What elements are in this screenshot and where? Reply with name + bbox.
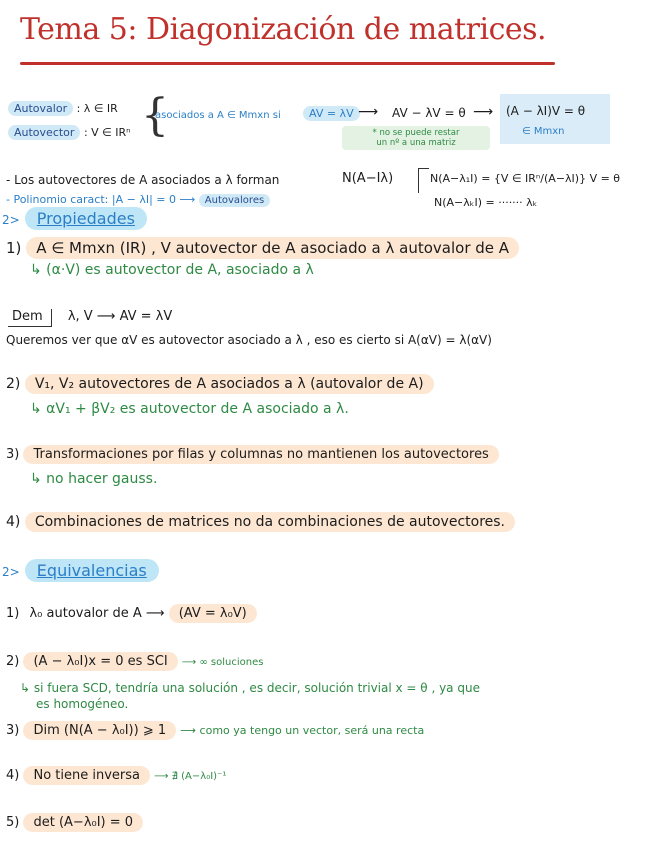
prop-3 [6, 447, 499, 462]
prop-3-sub: ↳ no hacer gauss. [30, 471, 158, 487]
prop-1-num: 1) [6, 239, 22, 257]
prop-2-text: V₁, V₂ autovectores de A asociados a λ (autovalor de A) [25, 374, 434, 394]
equivalencias-title: Equivalencias [25, 559, 159, 582]
polinomio-arrow: ⟶ [179, 193, 196, 206]
autovectores-line: - Los autovectores de A asociados a λ forman [6, 173, 280, 187]
eq-box [500, 94, 610, 144]
prop-2-num: 2) [6, 376, 21, 392]
equiv-5 [6, 815, 143, 830]
equiv-2-text: (A − λ₀I)x = 0 es SCI [23, 652, 177, 671]
nullspace-k: N(A−λₖI) = ······· λₖ [434, 196, 538, 209]
prop-4 [6, 514, 515, 530]
polinomio-label: - Polinomio caract: [6, 193, 109, 206]
equiv-5-text: det (A−λ₀I) = 0 [23, 813, 143, 832]
prop-3-num: 3) [6, 447, 20, 462]
propiedades-heading [2, 209, 147, 228]
dem-row [8, 309, 172, 324]
equiv-1-num: 1) [6, 606, 20, 621]
nota-line-1: * no se puede restar [372, 128, 460, 138]
equiv-1 [6, 606, 257, 621]
autovalor-label: Autovalor [8, 101, 73, 116]
equivalencias-prefix: 2> [2, 565, 20, 579]
equiv-2-num: 2) [6, 654, 20, 669]
eq-av: AV = λV [303, 106, 360, 121]
nota-box [342, 126, 490, 150]
equiv-3-num: 3) [6, 723, 20, 738]
prop-1-sub: ↳ (α·V) es autovector de A, asociado a λ [30, 262, 314, 278]
autovector-label: Autovector [8, 125, 80, 140]
polinomio-result: Autovalores [199, 194, 270, 207]
equiv-3 [6, 723, 424, 738]
page-title: Tema 5: Diagonización de matrices. [20, 12, 547, 47]
eq-sub: AV − λV = θ [392, 106, 466, 120]
propiedades-prefix: 2> [2, 213, 20, 227]
equiv-4-text: No tiene inversa [23, 766, 150, 785]
prop-3-text: Transformaciones por filas y columnas no mantienen los autovectores [23, 445, 498, 464]
eq-box-text: (A − λI)V = θ [506, 104, 586, 118]
polinomio-eq: |A − λI| = 0 [111, 193, 176, 206]
curly-brace: { [141, 90, 169, 141]
equiv-2-sub-1: ↳ si fuera SCD, tendría una solución , es decir, solución trivial x = θ , ya que [20, 681, 480, 695]
prop-4-num: 4) [6, 514, 21, 530]
prop-2-sub: ↳ αV₁ + βV₂ es autovector de A asociado a λ. [30, 401, 349, 417]
equiv-3-text: Dim (N(A − λ₀I)) ⩾ 1 [23, 721, 176, 740]
equiv-2 [6, 654, 263, 669]
equiv-4-note: ⟶ ∄ (A−λ₀I)⁻¹ [154, 771, 227, 782]
equiv-4 [6, 768, 226, 783]
asociados-text: asociados a A ∈ Mmxn si [155, 110, 281, 121]
nullspace-bracket [418, 168, 429, 193]
prop-1-text: A ∈ Mmxn (IR) , V autovector de A asociado a λ autovalor de A [26, 237, 519, 259]
polinomio-row [6, 193, 270, 206]
equiv-1-arrow: ⟶ [145, 606, 165, 621]
prop-4-text: Combinaciones de matrices no da combinaciones de autovectores. [25, 512, 515, 532]
autovalor-def: : λ ∈ IR [76, 102, 118, 115]
nullspace: N(A−Iλ) [342, 171, 394, 186]
equivalencias-heading [2, 561, 159, 580]
dem-line: Queremos ver que αV es autovector asociado a λ , eso es cierto si A(αV) = λ(αV) [6, 333, 492, 347]
equiv-2-sub-2: es homogéneo. [36, 697, 129, 711]
nota-line-2: un nº a una matriz [376, 138, 456, 148]
nullspace-def: N(A−λ₁I) = {V ∈ IRⁿ/(A−λI)} V = θ [430, 172, 621, 185]
equiv-2-note: ⟶ ∞ soluciones [181, 657, 264, 668]
dem-label: Dem [8, 309, 52, 327]
autovalor-row [8, 102, 118, 115]
autovector-row [8, 126, 131, 139]
prop-1 [6, 239, 519, 257]
equiv-1-text: λ₀ autovalor de A [29, 606, 142, 621]
title-underline [20, 62, 555, 65]
equiv-4-num: 4) [6, 768, 20, 783]
arrow-2: ⟶ [473, 104, 494, 120]
dem-text: λ, V ⟶ AV = λV [67, 309, 173, 324]
autovector-def: : V ∈ IRⁿ [83, 126, 131, 139]
eq-box-note: ∈ Mmxn [522, 126, 565, 137]
equiv-1-eq: (AV = λ₀V) [169, 604, 257, 623]
equiv-3-note: ⟶ como ya tengo un vector, será una recta [180, 724, 425, 737]
prop-2 [6, 376, 434, 392]
arrow-1: ⟶ [358, 104, 379, 120]
propiedades-title: Propiedades [25, 207, 147, 230]
equiv-5-num: 5) [6, 815, 20, 830]
